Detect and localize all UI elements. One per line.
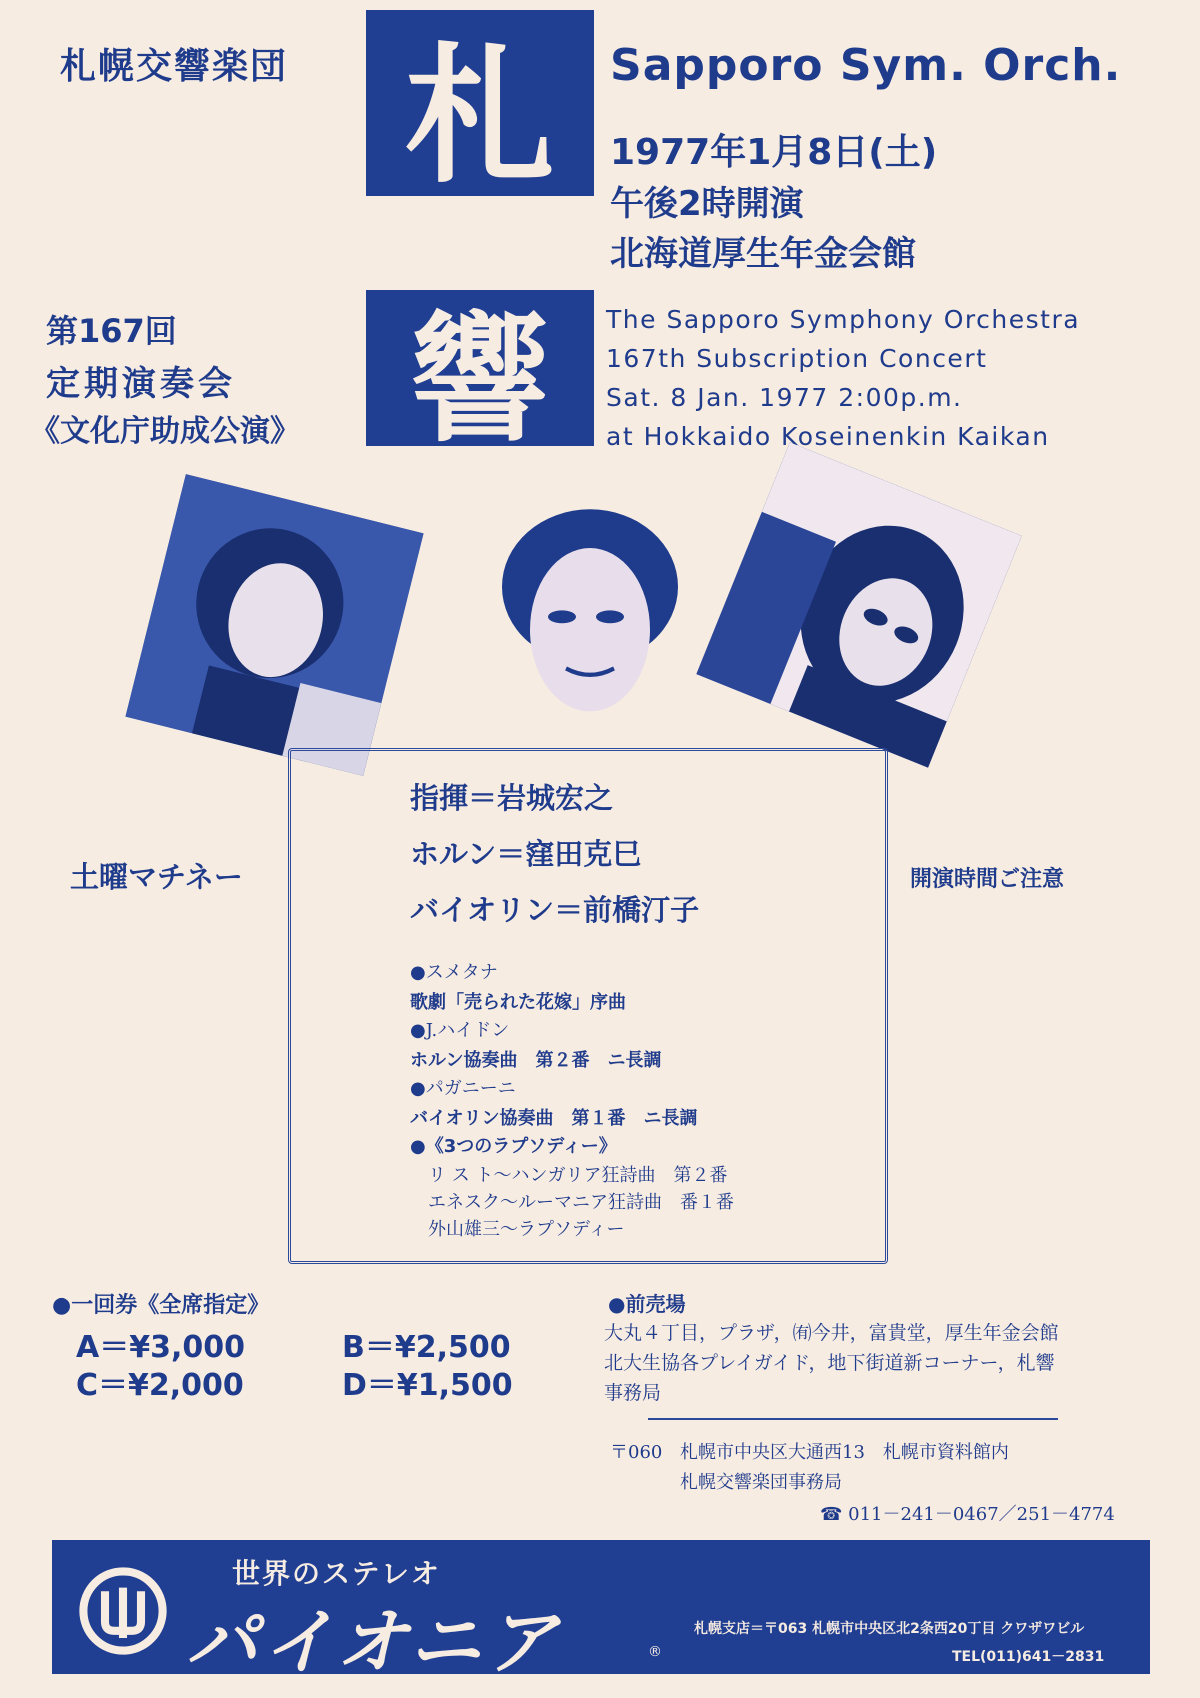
- photo-conductor: [490, 505, 690, 720]
- program-composer: ●スメタナ: [410, 962, 498, 983]
- sponsor-banner: [52, 1540, 1150, 1684]
- presale-line: 事務局: [604, 1382, 662, 1404]
- address-line-2: 札幌交響楽団事務局: [680, 1472, 842, 1493]
- matinee-label: 土曜マチネー: [70, 860, 243, 894]
- program-item: [410, 1132, 734, 1243]
- time-notice: 開演時間ご注意: [910, 867, 1065, 892]
- sponsor-brand: パイオニア: [186, 1600, 561, 1684]
- english-line: 167th Subscription Concert: [606, 344, 988, 373]
- concert-date-jp: 1977年1月8日(土): [610, 132, 938, 173]
- program-work: バイオリン協奏曲 第１番 ニ長調: [410, 1108, 698, 1129]
- english-info: [606, 300, 1080, 456]
- concert-type: 定期演奏会: [46, 364, 236, 404]
- big-char-satsu: 札: [366, 10, 594, 196]
- divider: [648, 1418, 1058, 1420]
- registered-mark: ®: [648, 1644, 662, 1660]
- ticket-heading: ●一回券《全席指定》: [52, 1293, 270, 1318]
- sponsor-branch-address: 札幌支店＝〒063 札幌市中央区北2条西20丁目 クワザワビル: [694, 1621, 1085, 1637]
- postal-code: 〒060: [610, 1442, 663, 1463]
- performer-violin: バイオリン＝前橋汀子: [410, 893, 700, 927]
- performer-conductor: 指揮＝岩城宏之: [410, 781, 614, 815]
- english-line: at Hokkaido Koseinenkin Kaikan: [606, 422, 1050, 451]
- program-composer: ●《3つのラプソディー》: [410, 1136, 617, 1157]
- pioneer-logo-icon: [78, 1566, 168, 1656]
- program-item: [410, 1016, 734, 1074]
- program-item: [410, 958, 734, 1016]
- program-composer: ●パガニーニ: [410, 1078, 516, 1099]
- org-name-jp: 札幌交響楽団: [60, 46, 289, 87]
- program-item: [410, 1074, 734, 1132]
- photo-violinist: [696, 442, 1021, 767]
- program-work: エネスク～ルーマニア狂詩曲 番１番: [428, 1192, 734, 1213]
- program-work: 歌劇「売られた花嫁」序曲: [410, 992, 626, 1013]
- big-char-kyo: 響: [366, 290, 594, 446]
- presale-locations: [604, 1318, 1059, 1408]
- subsidy-note: 《文化庁助成公演》: [30, 414, 300, 449]
- english-line: The Sapporo Symphony Orchestra: [606, 305, 1081, 334]
- ticket-price-c: C＝¥2,000: [76, 1368, 244, 1403]
- concert-number: 第167回: [46, 312, 177, 350]
- program-composer: ●J.ハイドン: [410, 1020, 510, 1041]
- ticket-price-b: B＝¥2,500: [342, 1330, 511, 1365]
- photo-hornist: [125, 474, 423, 776]
- org-name-en: Sapporo Sym. Orch.: [610, 40, 1122, 91]
- venue-jp: 北海道厚生年金会館: [610, 234, 916, 274]
- program-work: ホルン協奏曲 第２番 ニ長調: [410, 1050, 662, 1071]
- concert-time-jp: 午後2時開演: [610, 184, 804, 224]
- ticket-price-a: A＝¥3,000: [76, 1330, 245, 1365]
- program-work: 外山雄三～ラプソディー: [428, 1219, 625, 1240]
- performers-list: [410, 770, 699, 938]
- program-list: [410, 958, 734, 1243]
- sponsor-tel: TEL(011)641－2831: [952, 1649, 1105, 1665]
- ticket-price-d: D＝¥1,500: [342, 1368, 513, 1403]
- presale-heading: ●前売場: [608, 1292, 686, 1316]
- phone-number: ☎ 011－241－0467／251－4774: [820, 1504, 1115, 1525]
- presale-line: 北大生協各プレイガイド，地下街道新コーナー，札響: [604, 1352, 1055, 1374]
- english-line: Sat. 8 Jan. 1977 2:00p.m.: [606, 383, 963, 412]
- performer-horn: ホルン＝窪田克巳: [410, 837, 642, 871]
- sponsor-tagline: 世界のステレオ: [232, 1557, 441, 1590]
- address-line-1: 札幌市中央区大通西13 札幌市資料館内: [680, 1442, 1009, 1463]
- program-work: リ ス ト～ハンガリア狂詩曲 第２番: [428, 1165, 728, 1186]
- presale-line: 大丸４丁目，プラザ，㈲今井，富貴堂，厚生年金会館: [604, 1322, 1059, 1344]
